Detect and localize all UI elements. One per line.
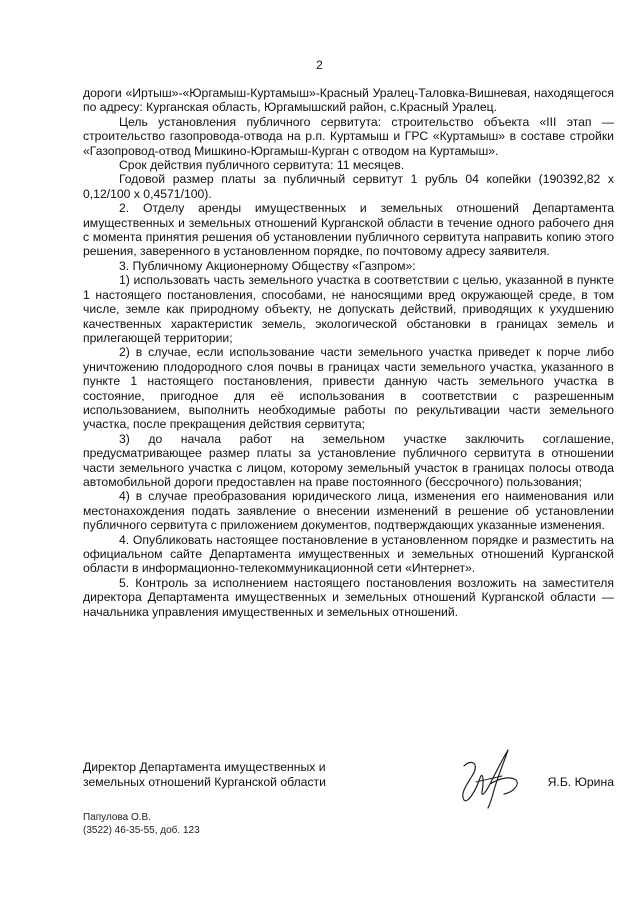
paragraph-subitem-2: 2) в случае, если использование части земельного участка приведет к порче либо уничтожению плодородного слоя почвы в границах части земельного участка, указанного в пункте 1 настоящего постановления, привести данную часть земельного участка в состояние, пригодное для её использования в соответствии с разрешенным использованием, выполнить необходимые работы по рекультивации части земельного участка, после прекращения действия сервитута;	[83, 345, 614, 432]
paragraph-item-5: 5. Контроль за исполнением настоящего постановления возложить на заместителя директора Департамента имущественных и земельных отношений Курганской области — начальника управления имущественных и земельных отношений.	[83, 575, 614, 619]
paragraph-subitem-4: 4) в случае преобразования юридического лица, изменения его наименования или местонахождения подать заявление о внесении изменений в решение об установлении публичного сервитута с приложением документов, подтверждающих указанные изменения.	[83, 489, 614, 533]
paragraph-item-4: 4. Опубликовать настоящее постановление в установленном порядке и разместить на официальном сайте Департамента имущественных и земельных отношений Курганской области в информационно-телекоммуникационной сети «Интернет».	[83, 532, 614, 576]
signatory-name: Я.Б. Юрина	[547, 775, 614, 789]
handwritten-signature	[450, 742, 530, 812]
paragraph-item-3: 3. Публичному Акционерному Обществу «Газпром»:	[119, 258, 416, 273]
signatory-title	[83, 760, 383, 790]
executor-info	[83, 811, 200, 837]
executor-phone: (3522) 46-35-55, доб. 123	[83, 825, 200, 836]
paragraph-subitem-1: 1) использовать часть земельного участка в соответствии с целью, указанной в пункте 1 настоящего постановления, способами, не наносящими вред окружающей среде, в том числе, земле как природному объекту, не допускать действий, приводящих к ухудшению качественных характеристик земель, экологической обстановки в границах земель и прилегающей территории;	[83, 273, 614, 345]
paragraph-item-2: 2. Отделу аренды имущественных и земельных отношений Департамента имущественных и земельных отношений Курганской области в течение одного рабочего дня с момента принятия решения об установлении публичного сервитута направить копию этого решения, заверенного в установленном порядке, по почтовому адресу заявителя.	[83, 201, 614, 259]
executor-name: Папулова О.В.	[83, 812, 151, 823]
paragraph-road-address: дороги «Иртыш»-«Юргамыш-Куртамыш»-Красный Уралец-Таловка-Вишневая, находящегося по адресу: Курганская область, Юргамышский район, с.Красный Уралец.	[83, 86, 614, 115]
signatory-title-line-2: земельных отношений Курганской области	[83, 775, 326, 789]
paragraph-subitem-3: 3) до начала работ на земельном участке заключить соглашение, предусматривающее размер платы за установление публичного сервитута в отношении части земельного участка с лицом, которому земельный участок в границах полосы отвода автомобильной дороги предоставлен на праве постоянного (бессрочного) пользования;	[83, 431, 614, 489]
document-body	[83, 86, 614, 619]
signatory-title-line-1: Директор Департамента имущественных и	[83, 760, 326, 774]
paragraph-servitude-term: Срок действия публичного сервитута: 11 месяцев.	[119, 158, 405, 173]
page-number: 2	[316, 58, 323, 72]
paragraph-annual-fee: Годовой размер платы за публичный сервитут 1 рубль 04 копейки (190392,82 х 0,12/100 х 0,4571/100).	[83, 172, 614, 201]
signature-block	[83, 760, 614, 790]
paragraph-servitude-purpose: Цель установления публичного сервитута: строительство объекта «III этап — строительство газопровода-отвода на р.п. Куртамыш и ГРС «Куртамыш» в составе стройки «Газопровод-отвод Мишкино-Юргамыш-Курган с отводом на Куртамыш».	[83, 114, 614, 158]
